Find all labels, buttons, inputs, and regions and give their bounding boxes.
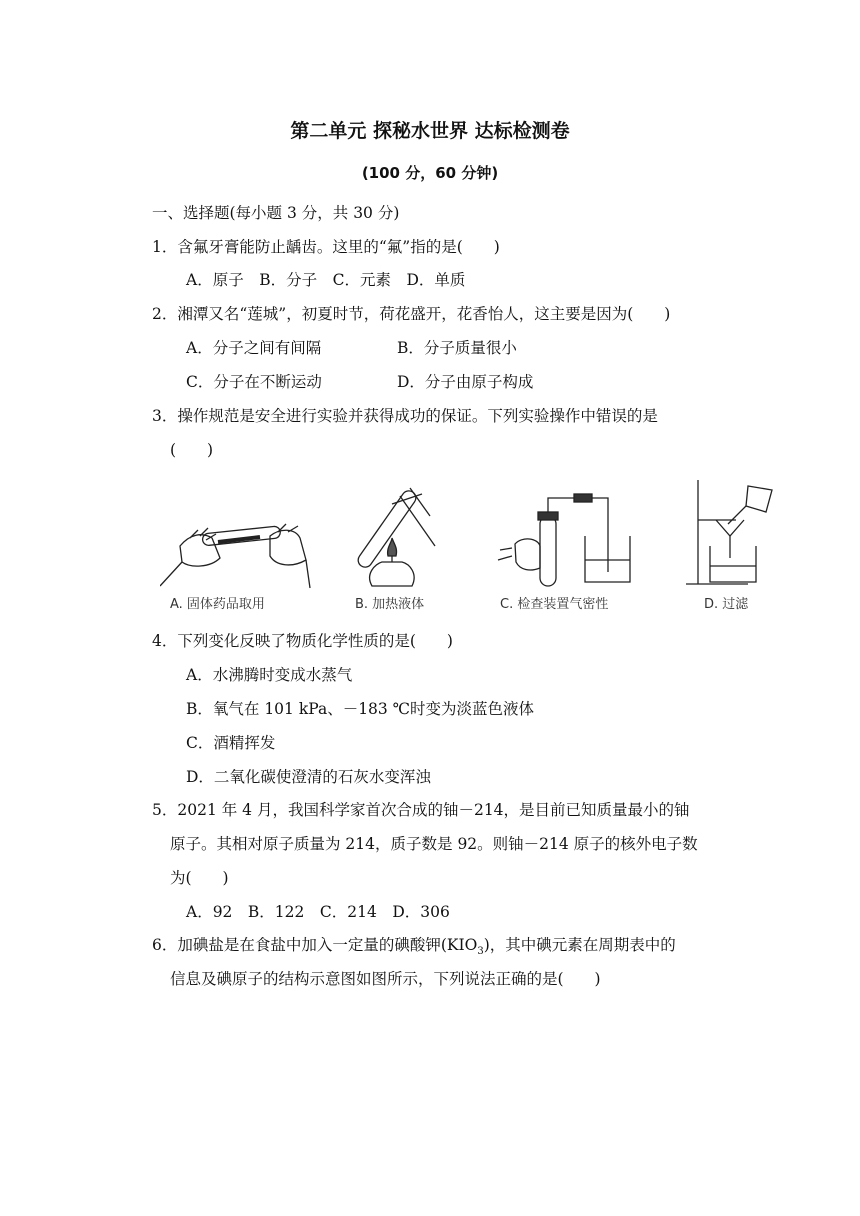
question-4-option-d: D．二氧化碳使澄清的石灰水变浑浊 [186, 768, 431, 786]
page-title: 第二单元 探秘水世界 达标检测卷 [290, 120, 570, 142]
question-2-option-d: D．分子由原子构成 [397, 373, 534, 391]
question-4-option-a: A．水沸腾时变成水蒸气 [186, 666, 353, 684]
heating-liquid-illustration [355, 488, 435, 586]
question-2-option-b: B．分子质量很小 [397, 339, 517, 357]
question-6-stem: 6．加碘盐是在食盐中加入一定量的碘酸钾$(KIO_3)$，其中碘元素在周期表中的 [152, 936, 676, 958]
question-1-options: A．原子 B．分子 C．元素 D．单质 [186, 271, 466, 289]
caption-d: D. 过滤 [704, 597, 749, 612]
question-5-stem: 5．2021 年 4 月，我国科学家首次合成的铀－214，是目前已知质量最小的铀 [152, 801, 690, 819]
question-5-stem-cont: 原子。其相对原子质量为 214，质子数是 92。则铀－214 原子的核外电子数 [170, 835, 698, 853]
question-5-options: A．92 B．122 C．214 D．306 [186, 903, 450, 921]
question-4-stem: 4．下列变化反映了物质化学性质的是( ) [152, 632, 453, 650]
caption-b: B. 加热液体 [355, 597, 425, 612]
question-4-option-b: B．氧气在 101 kPa、－183 ℃时变为淡蓝色液体 [186, 700, 535, 718]
solid-reagent-illustration [160, 524, 310, 588]
caption-c: C. 检查装置气密性 [500, 597, 609, 612]
question-4-option-c: C．酒精挥发 [186, 734, 276, 752]
question-6-stem-cont: 信息及碘原子的结构示意图如图所示，下列说法正确的是( ) [170, 970, 601, 988]
question-1-stem: 1．含氟牙膏能防止龋齿。这里的“氟”指的是( ) [152, 238, 500, 256]
lab-operations-figure [160, 476, 790, 616]
question-2-option-a: A．分子之间有间隔 [186, 339, 322, 357]
question-2-option-c: C．分子在不断运动 [186, 373, 322, 391]
page-subtitle: (100 分，60 分钟) [361, 164, 499, 182]
question-3-stem-cont: ( ) [170, 441, 214, 459]
airtightness-illustration [498, 494, 630, 586]
question-2-stem: 2．湘潭又名“莲城”，初夏时节，荷花盛开，花香怡人，这主要是因为( ) [152, 305, 671, 323]
section-heading: 一、选择题(每小题 3 分，共 30 分) [152, 204, 400, 222]
caption-a: A. 固体药品取用 [170, 597, 265, 612]
question-5-stem-cont2: 为( ) [170, 869, 229, 887]
filtration-illustration [686, 480, 772, 584]
question-3-stem: 3．操作规范是安全进行实验并获得成功的保证。下列实验操作中错误的是 [152, 407, 658, 425]
